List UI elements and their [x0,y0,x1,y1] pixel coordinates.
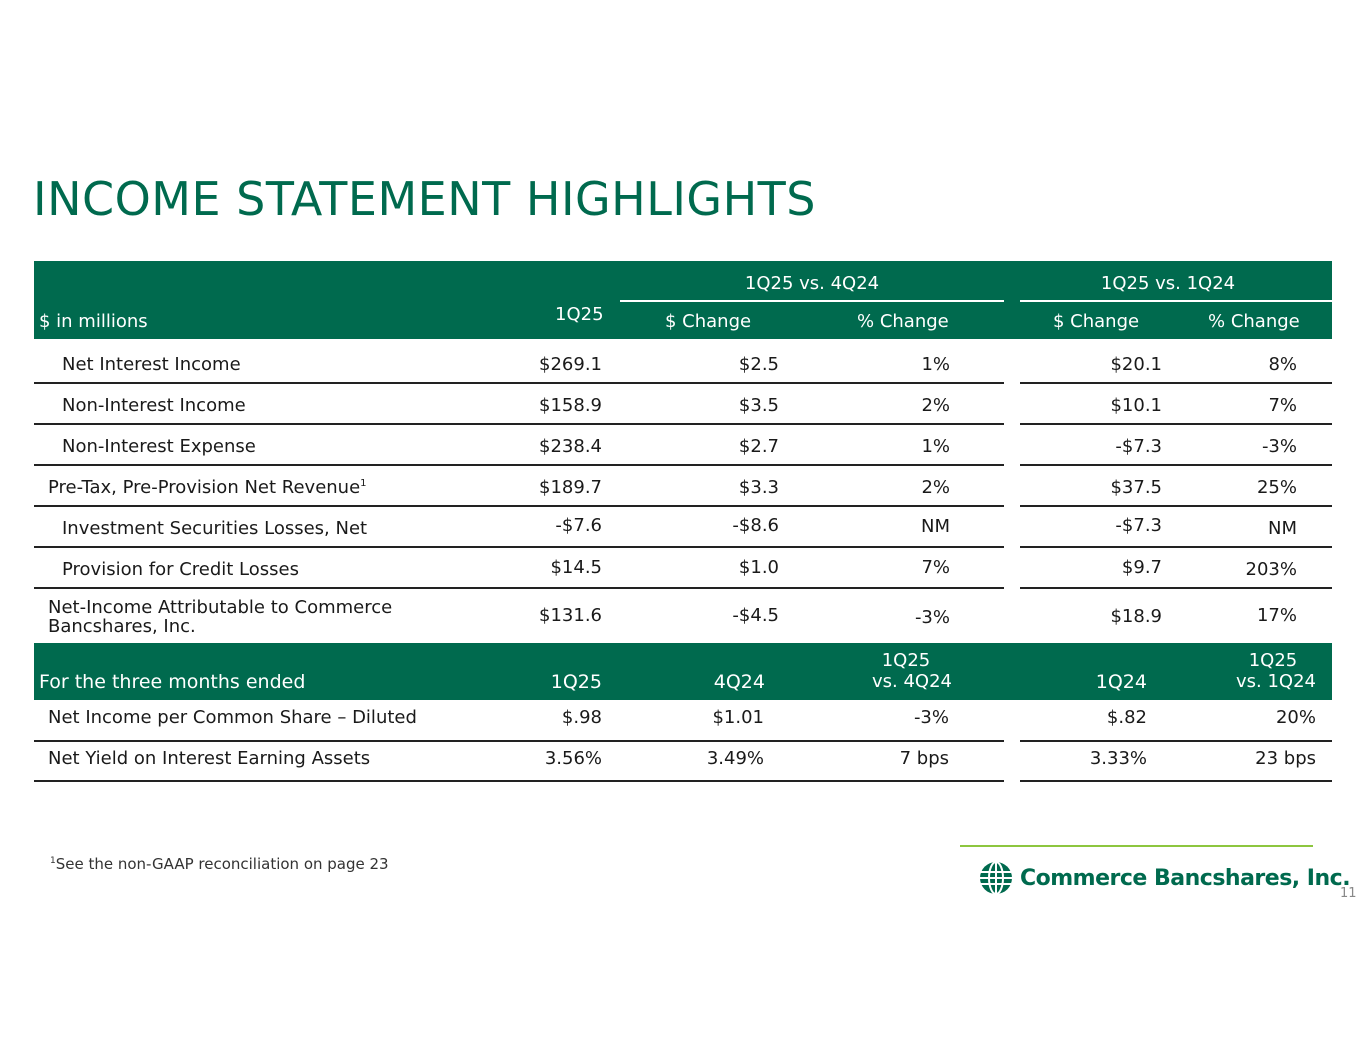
footnote-text: See the non-GAAP reconciliation on page 23 [55,855,389,873]
t2-col-1q24: 1Q24 [1095,671,1147,693]
logo-wordmark: Commerce Bancshares, Inc. [1020,865,1351,891]
t2-row-1q24: 3.33% [1089,748,1147,769]
row-divider [1020,505,1332,507]
row-label: Provision for Credit Losses [62,559,299,580]
t2-row-vs-1q24: 23 bps [1255,748,1316,769]
footnote-marker: 1 [50,856,56,866]
footer-accent-line [960,845,1313,847]
row-g1-dollar: -$8.6 [732,515,779,536]
row-divider [1020,780,1332,782]
row-label-text: Pre-Tax, Pre-Provision Net Revenue [48,477,361,498]
group1-underline [620,300,1004,302]
t2-col-vs-4q24 [830,650,952,692]
row-divider [34,780,1004,782]
row-g1-pct: 2% [921,477,950,498]
row-divider [1020,546,1332,548]
row-divider [34,505,1004,507]
row-label-line2: Bancshares, Inc. [48,616,196,637]
units-label: $ in millions [39,311,148,332]
row-g2-dollar: $9.7 [1121,557,1162,578]
row-divider [1020,382,1332,384]
t2-col-1q25: 1Q25 [550,671,602,693]
row-g1-pct: -3% [914,607,950,628]
row-1q25-value: $189.7 [539,477,602,498]
t2-row-1q25: 3.56% [544,748,602,769]
row-1q25-value: $158.9 [539,395,602,416]
row-divider [1020,464,1332,466]
footnote-marker: 1 [360,478,367,489]
row-g2-dollar: -$7.3 [1115,515,1162,536]
t2-col-vs-1q24-line2: vs. 1Q24 [1236,671,1316,692]
row-g1-pct: 1% [921,354,950,375]
globe-icon [978,860,1014,896]
row-g2-dollar: $18.9 [1110,606,1162,627]
row-label-line1: Net-Income Attributable to Commerce [48,597,393,618]
footnote [50,855,389,873]
t2-col-vs-1q24 [1200,650,1316,692]
row-g2-pct: 8% [1268,354,1297,375]
row-divider [34,546,1004,548]
g1-pct-change-header: % Change [857,311,949,332]
row-divider [34,382,1004,384]
group2-header: 1Q25 vs. 1Q24 [1100,273,1236,294]
row-divider [1020,740,1332,742]
page-title: INCOME STATEMENT HIGHLIGHTS [33,172,816,226]
row-g2-pct: NM [1268,518,1297,539]
row-1q25-value: -$7.6 [555,515,602,536]
t2-row-1q25: $.98 [561,707,602,728]
t2-row-1q24: $.82 [1106,707,1147,728]
g2-dollar-change-header: $ Change [1053,311,1140,332]
row-label [48,598,392,636]
row-g1-pct: 1% [921,436,950,457]
row-g2-dollar: $37.5 [1110,477,1162,498]
t2-row-vs-1q24: 20% [1275,707,1316,728]
row-g2-dollar: $10.1 [1110,395,1162,416]
row-g1-pct: 2% [921,395,950,416]
row-divider [34,423,1004,425]
row-g1-dollar: $2.5 [738,354,779,375]
three-months-label: For the three months ended [39,671,306,693]
page-number: 11 [1340,886,1357,901]
t2-col-vs-4q24-line2: vs. 4Q24 [872,671,952,692]
row-g2-pct: 17% [1256,605,1297,626]
row-g1-pct: 7% [921,557,950,578]
row-g1-dollar: $3.5 [738,395,779,416]
row-divider [1020,587,1332,589]
t2-row-vs-4q24: -3% [913,707,949,728]
t2-row-4q24: 3.49% [706,748,764,769]
row-1q25-value: $14.5 [550,557,602,578]
row-divider [34,464,1004,466]
row-divider [34,587,1004,589]
t2-col-4q24: 4Q24 [713,671,765,693]
row-1q25-value: $238.4 [539,436,602,457]
group2-underline [1020,300,1332,302]
g2-pct-change-header: % Change [1208,311,1300,332]
row-1q25-value: $269.1 [539,354,602,375]
row-g2-pct: -3% [1261,436,1297,457]
group1-header: 1Q25 vs. 4Q24 [744,273,880,294]
row-1q25-value: $131.6 [539,605,602,626]
row-g2-pct: 203% [1245,559,1297,580]
row-g2-pct: 7% [1268,395,1297,416]
t2-col-vs-1q24-line1: 1Q25 [1248,650,1298,671]
row-g1-dollar: $2.7 [738,436,779,457]
row-g2-dollar: $20.1 [1110,354,1162,375]
t2-row-label: Net Yield on Interest Earning Assets [48,748,371,769]
row-g1-pct: NM [921,516,950,537]
g1-dollar-change-header: $ Change [665,311,752,332]
row-divider [34,740,1004,742]
t2-row-label: Net Income per Common Share – Diluted [48,707,417,728]
row-label: Investment Securities Losses, Net [62,518,368,539]
row-g2-pct: 25% [1256,477,1297,498]
row-g1-dollar: $1.0 [738,557,779,578]
t2-row-vs-4q24: 7 bps [899,748,949,769]
col-1q25-header: 1Q25 [555,304,604,325]
row-label [48,477,367,498]
row-g2-dollar: -$7.3 [1115,436,1162,457]
t2-row-4q24: $1.01 [712,707,764,728]
row-label: Non-Interest Expense [62,436,256,457]
row-label: Non-Interest Income [62,395,246,416]
row-label: Net Interest Income [62,354,241,375]
row-g1-dollar: -$4.5 [732,605,779,626]
row-g1-dollar: $3.3 [738,477,779,498]
row-divider [1020,423,1332,425]
t2-col-vs-4q24-line1: 1Q25 [881,650,931,671]
company-logo [978,860,1350,896]
